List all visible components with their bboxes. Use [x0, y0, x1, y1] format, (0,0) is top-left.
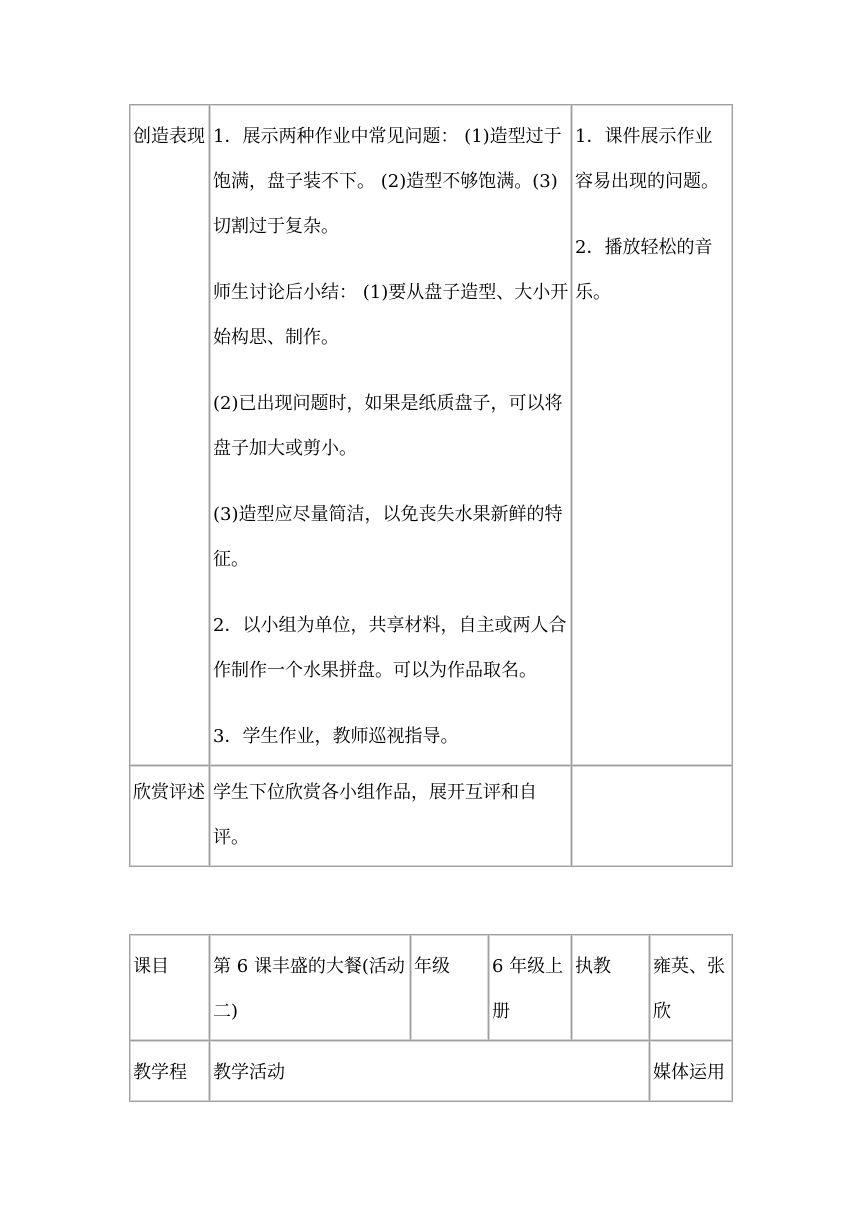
media-cell — [572, 105, 733, 766]
stage-cell — [130, 105, 210, 766]
activity-paragraph: 2．以小组为单位，共享材料，自主或两人合作制作一个水果拼盘。可以为作品取名。 — [213, 615, 567, 681]
media-paragraph: 2．播放轻松的音乐。 — [575, 237, 713, 303]
grade-value-cell: 6 年级上册 — [489, 935, 572, 1041]
stage-cell — [130, 766, 210, 867]
media-cell — [572, 766, 733, 867]
lesson-info-table — [129, 934, 733, 1102]
table-row — [130, 766, 733, 867]
table-row — [130, 105, 733, 766]
activity-text: 学生下位欣赏各小组作品，展开互评和自评。 — [213, 782, 537, 848]
stage-label: 欣赏评述 — [133, 782, 205, 803]
teacher-label-cell: 执教 — [572, 935, 650, 1041]
subject-value-cell: 第 6 课丰盛的大餐(活动二) — [210, 935, 411, 1041]
table-row — [130, 1041, 733, 1102]
lesson-activity-table — [129, 104, 733, 867]
process-label-cell: 教学程 — [130, 1041, 210, 1102]
activity-paragraph: (2)已出现问题时，如果是纸质盘子，可以将盘子加大或剪小。 — [213, 393, 563, 459]
media-paragraph: 1．课件展示作业容易出现的问题。 — [575, 126, 719, 192]
teacher-value-cell: 雍英、张欣 — [650, 935, 733, 1041]
activity-label-cell: 教学活动 — [210, 1041, 650, 1102]
activity-paragraph: 3．学生作业，教师巡视指导。 — [213, 726, 459, 747]
activity-cell — [210, 766, 572, 867]
grade-label-cell: 年级 — [411, 935, 489, 1041]
activity-cell — [210, 105, 572, 766]
activity-paragraph: (3)造型应尽量简洁，以免丧失水果新鲜的特征。 — [213, 504, 563, 570]
subject-label-cell: 课目 — [130, 935, 210, 1041]
activity-paragraph: 1．展示两种作业中常见问题： (1)造型过于饱满，盘子装不下。 (2)造型不够饱满。(3)切割过于复杂。 — [213, 126, 562, 237]
table-row — [130, 935, 733, 1041]
stage-label: 创造表现 — [133, 126, 205, 147]
activity-paragraph: 师生讨论后小结： (1)要从盘子造型、大小开始构思、制作。 — [213, 282, 569, 348]
media-label-cell: 媒体运用 — [650, 1041, 733, 1102]
